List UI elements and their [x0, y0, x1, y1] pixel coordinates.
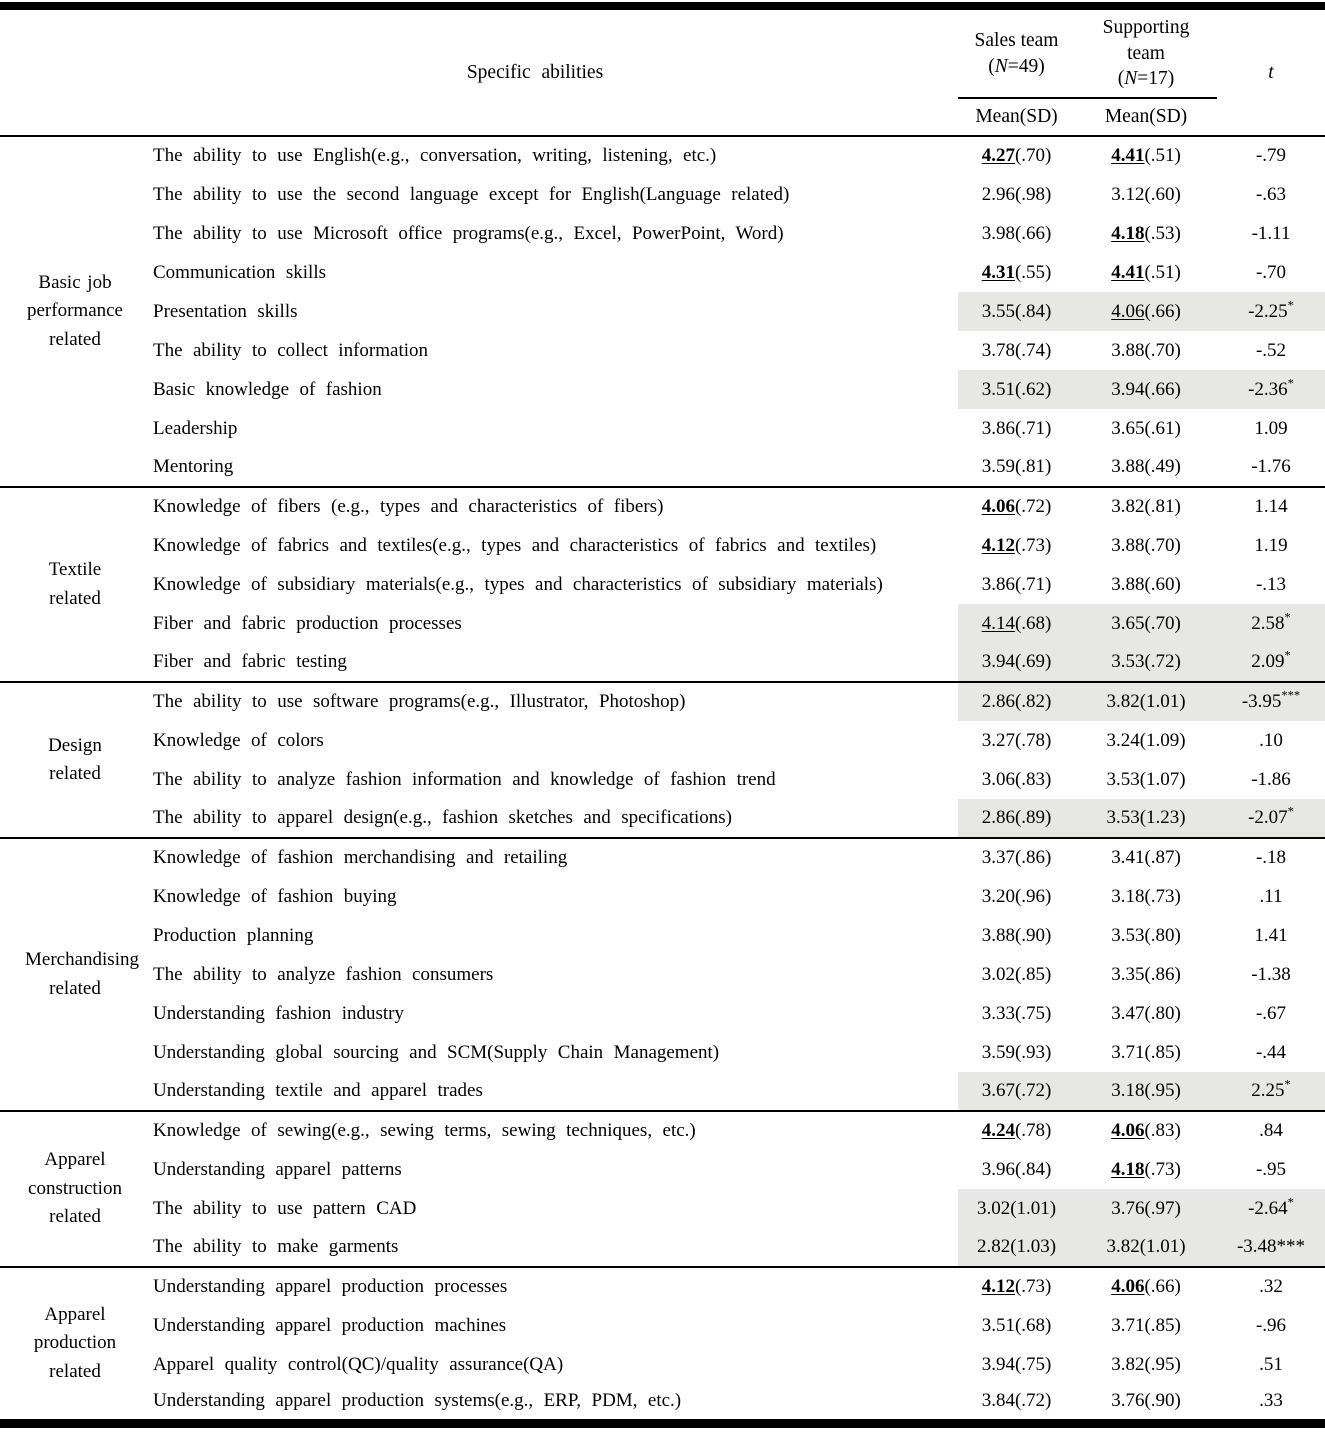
supporting-mean-cell: 3.88(.60) [1111, 573, 1181, 595]
column-header-sales-team [958, 6, 1075, 98]
sales-mean-cell: 3.96(.84) [981, 1158, 1052, 1180]
significance-stars: * [1287, 804, 1294, 819]
supporting-mean-cell: 3.82(.95) [1111, 1353, 1181, 1375]
ability-label: The ability to analyze fashion consumers [153, 963, 494, 985]
supporting-mean-cell: 3.65(.70) [1075, 604, 1217, 643]
mean-value: 4.41 [1111, 261, 1145, 283]
ability-label: Fiber and fabric testing [153, 651, 347, 672]
supporting-mean-cell: 3.94(.66) [1075, 370, 1217, 409]
t-value-cell: -.70 [1255, 261, 1287, 283]
mean-value: 4.06 [981, 496, 1015, 517]
mean-value: 3.51 [981, 378, 1015, 400]
mean-value: 3.98 [981, 222, 1015, 244]
sales-mean-cell: 3.88(.90) [981, 924, 1052, 946]
mean-value: 3.71 [1111, 1041, 1145, 1063]
sales-mean-cell: 2.96(.98) [981, 183, 1052, 205]
mean-value: 3.35 [1111, 963, 1145, 985]
t-value-cell: -.95 [1255, 1158, 1287, 1180]
mean-value: 4.31 [981, 261, 1015, 283]
table-row [0, 331, 1325, 370]
supporting-mean-cell: 4.06(.66) [1075, 1267, 1217, 1306]
table-row [0, 487, 1325, 526]
sales-mean-cell: 4.12(.73) [958, 1267, 1075, 1306]
t-value-cell: -1.11 [1251, 222, 1291, 244]
mean-value: 3.84 [981, 1390, 1015, 1412]
sales-team-n: (N=49) [988, 55, 1045, 77]
mean-value: 3.55 [981, 300, 1015, 322]
mean-value: 3.82 [1106, 1236, 1140, 1257]
mean-value: 2.86 [981, 691, 1015, 712]
supporting-mean-cell: 3.53(.72) [1075, 643, 1217, 682]
sales-mean-cell: 3.02(.85) [981, 963, 1052, 985]
supporting-mean-cell: 3.65(.61) [1111, 417, 1181, 439]
row-group-label: Basic job performance related [0, 136, 150, 487]
mean-value: 3.06 [981, 768, 1015, 790]
mean-value: 4.06 [1111, 1120, 1145, 1141]
mean-value: 3.82 [1111, 496, 1145, 517]
table-row [0, 292, 1325, 331]
mean-value: 2.82 [976, 1236, 1011, 1257]
mean-value: 3.53 [1106, 768, 1140, 790]
supporting-mean-cell: 3.12(.60) [1111, 183, 1181, 205]
column-header-supporting-team [1075, 6, 1217, 98]
sales-mean-cell: 3.37(.86) [958, 838, 1075, 877]
mean-value: 2.96 [981, 183, 1015, 205]
t-value-cell: .11 [1259, 885, 1283, 907]
ability-label: Understanding apparel production machines [153, 1314, 507, 1336]
mean-value: 4.41 [1111, 145, 1145, 166]
mean-value: 3.18 [1111, 1080, 1145, 1101]
mean-value: 4.06 [1111, 300, 1145, 322]
mean-value: 3.94 [981, 1353, 1015, 1375]
t-value-cell: -.18 [1217, 838, 1325, 877]
mean-value: 3.76 [1111, 1390, 1145, 1412]
mean-value: 3.88 [1111, 339, 1145, 361]
sales-mean-cell: 3.27(.78) [981, 729, 1052, 751]
abilities-comparison-table [0, 2, 1325, 1428]
supporting-mean-cell: 4.18(.53) [1111, 222, 1181, 244]
column-header-t: t [1217, 6, 1325, 136]
table-row [0, 1306, 1325, 1345]
mean-value: 3.33 [981, 1002, 1015, 1024]
t-value-cell: 1.14 [1217, 487, 1325, 526]
mean-value: 4.06 [1111, 1276, 1145, 1297]
significance-stars: * [1284, 648, 1291, 663]
significance-stars: * [1287, 1195, 1294, 1210]
t-value-cell: -.63 [1255, 183, 1287, 205]
table-row [0, 1033, 1325, 1072]
table-row [0, 916, 1325, 955]
t-value-cell: 1.09 [1254, 417, 1288, 439]
ability-label: Leadership [153, 417, 238, 439]
row-group-label: Textile related [0, 487, 150, 682]
t-value-cell: -2.36* [1217, 370, 1325, 409]
sales-mean-cell: 3.94(.75) [981, 1353, 1052, 1375]
mean-value: 4.18 [1111, 222, 1145, 244]
supporting-mean-cell: 3.24(1.09) [1106, 729, 1186, 751]
t-value-cell: -.44 [1255, 1041, 1287, 1063]
mean-value: 3.47 [1111, 1002, 1145, 1024]
t-value-cell: -1.38 [1251, 963, 1291, 985]
supporting-mean-cell: 3.47(.80) [1111, 1002, 1181, 1024]
table-row [0, 214, 1325, 253]
ability-label: Knowledge of fibers (e.g., types and characteristics of fibers) [150, 487, 958, 526]
sales-mean-cell: 4.27(.70) [958, 136, 1075, 175]
table-row [0, 175, 1325, 214]
mean-value: 3.65 [1111, 612, 1145, 634]
supporting-team-n: (N=17) [1117, 68, 1175, 90]
supporting-mean-cell: 4.06(.66) [1075, 292, 1217, 331]
t-value-cell: 1.19 [1254, 534, 1288, 556]
table-row [0, 1384, 1325, 1423]
sales-mean-cell: 4.06(.72) [958, 487, 1075, 526]
t-value-cell: .32 [1217, 1267, 1325, 1306]
ability-label: The ability to analyze fashion information and knowledge of fashion trend [153, 768, 776, 790]
table-row [0, 1267, 1325, 1306]
supporting-mean-cell: 4.41(.51) [1111, 261, 1181, 283]
mean-value: 3.94 [1111, 378, 1145, 400]
sales-mean-cell: 3.06(.83) [981, 768, 1052, 790]
sales-mean-cell: 4.14(.68) [958, 604, 1075, 643]
mean-sd-header-sales: Mean(SD) [958, 98, 1075, 136]
t-value-cell: -.96 [1255, 1314, 1287, 1336]
row-group-label: Design related [0, 682, 150, 838]
table-row [0, 409, 1325, 448]
mean-value: 4.27 [981, 145, 1015, 166]
t-value-cell: -1.86 [1251, 768, 1291, 790]
sales-mean-cell: 3.51(.68) [981, 1314, 1052, 1336]
t-value-cell: 1.41 [1254, 924, 1288, 946]
supporting-mean-cell: 3.18(.73) [1111, 885, 1181, 907]
mean-value: 4.14 [981, 612, 1015, 634]
table-row [0, 526, 1325, 565]
significance-stars: * [1284, 610, 1291, 625]
ability-label: The ability to use English(e.g., conversation, writing, listening, etc.) [150, 136, 958, 175]
t-value-cell: -.67 [1255, 1002, 1287, 1024]
ability-label: Understanding apparel production processes [150, 1267, 958, 1306]
mean-sd-header-supporting: Mean(SD) [1075, 98, 1217, 136]
significance-stars: *** [1281, 688, 1301, 703]
mean-value: 3.86 [981, 573, 1015, 595]
significance-stars: * [1284, 1077, 1291, 1092]
sales-mean-cell: 3.84(.72) [981, 1390, 1052, 1412]
mean-value: 3.67 [981, 1080, 1015, 1101]
mean-value: 3.02 [976, 1197, 1011, 1219]
supporting-mean-cell: 3.82(1.01) [1075, 682, 1217, 721]
t-value-cell: .10 [1259, 729, 1283, 751]
t-value-cell: 2.58* [1217, 604, 1325, 643]
ability-label: The ability to apparel design(e.g., fashion sketches and specifications) [153, 807, 733, 828]
supporting-team-name: Supporting team [1102, 16, 1190, 64]
mean-value: 3.82 [1111, 1353, 1145, 1375]
table-row [0, 1189, 1325, 1228]
mean-value: 4.24 [981, 1120, 1015, 1141]
supporting-mean-cell: 3.41(.87) [1075, 838, 1217, 877]
t-value-cell: -.52 [1255, 339, 1287, 361]
ability-label: Fiber and fabric production processes [153, 612, 462, 634]
ability-label: Knowledge of fashion merchandising and retailing [150, 838, 958, 877]
table-row [0, 253, 1325, 292]
t-value-cell: -1.76 [1251, 456, 1291, 477]
mean-value: 3.02 [981, 963, 1015, 985]
table-row [0, 721, 1325, 760]
significance-stars: * [1287, 298, 1294, 313]
t-value-cell: -2.64* [1217, 1189, 1325, 1228]
supporting-mean-cell: 3.53(.80) [1111, 924, 1181, 946]
ability-label: Knowledge of fashion buying [153, 885, 397, 907]
row-group-label: Merchandising related [0, 838, 150, 1111]
sales-mean-cell: 3.59(.81) [981, 456, 1052, 477]
mean-value: 3.53 [1111, 651, 1145, 672]
t-value-cell: 2.25* [1217, 1072, 1325, 1111]
supporting-mean-cell: 3.88(.70) [1111, 339, 1181, 361]
sales-mean-cell: 2.82(1.03) [958, 1228, 1075, 1267]
table-row [0, 1345, 1325, 1384]
ability-label: Apparel quality control(QC)/quality assurance(QA) [153, 1353, 564, 1375]
mean-value: 3.18 [1111, 885, 1145, 907]
sales-mean-cell: 4.31(.55) [981, 261, 1052, 283]
sales-mean-cell: 2.86(.89) [958, 799, 1075, 838]
supporting-mean-cell: 3.71(.85) [1111, 1314, 1181, 1336]
ability-label: Understanding fashion industry [153, 1002, 404, 1024]
row-group-label: Apparel production related [0, 1267, 150, 1423]
supporting-mean-cell: 3.76(.90) [1111, 1390, 1181, 1412]
ability-label: Knowledge of sewing(e.g., sewing terms, sewing techniques, etc.) [150, 1111, 958, 1150]
mean-value: 3.59 [981, 456, 1015, 477]
ability-label: The ability to use Microsoft office programs(e.g., Excel, PowerPoint, Word) [153, 222, 784, 244]
ability-label: Presentation skills [153, 300, 298, 322]
sales-mean-cell: 4.24(.78) [958, 1111, 1075, 1150]
supporting-mean-cell: 3.76(.97) [1075, 1189, 1217, 1228]
table-row [0, 1111, 1325, 1150]
sales-mean-cell: 3.86(.71) [981, 417, 1052, 439]
table-header [0, 6, 1325, 136]
table-row [0, 760, 1325, 799]
sales-mean-cell: 2.86(.82) [958, 682, 1075, 721]
table-row [0, 604, 1325, 643]
mean-value: 3.51 [981, 1314, 1015, 1336]
mean-value: 3.53 [1111, 924, 1145, 946]
significance-stars: * [1287, 376, 1294, 391]
mean-value: 3.24 [1106, 729, 1140, 751]
mean-value: 3.76 [1111, 1197, 1145, 1219]
supporting-mean-cell: 3.35(.86) [1111, 963, 1181, 985]
supporting-mean-cell: 3.53(1.07) [1106, 768, 1186, 790]
t-value-cell: -3.95*** [1217, 682, 1325, 721]
table-row [0, 370, 1325, 409]
t-value-cell: -2.07* [1217, 799, 1325, 838]
table-row [0, 448, 1325, 487]
mean-value: 3.96 [981, 1158, 1015, 1180]
t-value-cell: .84 [1217, 1111, 1325, 1150]
sales-mean-cell: 3.51(.62) [958, 370, 1075, 409]
table-row [0, 838, 1325, 877]
row-group-label: Apparel construction related [0, 1111, 150, 1267]
supporting-mean-cell: 3.53(1.23) [1075, 799, 1217, 838]
sales-mean-cell: 3.59(.93) [981, 1041, 1052, 1063]
table-row [0, 1150, 1325, 1189]
table-row [0, 643, 1325, 682]
mean-value: 3.88 [1111, 456, 1145, 477]
table-row [0, 1072, 1325, 1111]
mean-value: 3.86 [981, 417, 1015, 439]
sales-mean-cell: 3.94(.69) [958, 643, 1075, 682]
mean-value: 4.12 [981, 534, 1015, 556]
ability-label: Mentoring [153, 456, 234, 477]
ability-label: Production planning [153, 924, 314, 946]
table-body [0, 136, 1325, 1423]
supporting-mean-cell: 4.41(.51) [1075, 136, 1217, 175]
header-row-main [0, 6, 1325, 98]
mean-value: 3.71 [1111, 1314, 1145, 1336]
t-value-cell: .51 [1259, 1353, 1283, 1375]
supporting-mean-cell: 3.88(.70) [1111, 534, 1181, 556]
mean-value: 3.78 [981, 339, 1015, 361]
table-row [0, 799, 1325, 838]
mean-value: 3.12 [1111, 183, 1145, 205]
supporting-mean-cell: 3.18(.95) [1075, 1072, 1217, 1111]
sales-mean-cell: 3.86(.71) [981, 573, 1052, 595]
supporting-mean-cell: 3.71(.85) [1111, 1041, 1181, 1063]
table-row [0, 877, 1325, 916]
t-value-cell: -.13 [1255, 573, 1287, 595]
sales-mean-cell: 3.67(.72) [958, 1072, 1075, 1111]
t-value-cell: -.79 [1217, 136, 1325, 175]
column-header-specific-abilities: Specific abilities [0, 6, 958, 136]
supporting-mean-cell: 3.82(1.01) [1075, 1228, 1217, 1267]
ability-label: Understanding textile and apparel trades [153, 1080, 483, 1101]
sales-mean-cell: 3.33(.75) [981, 1002, 1052, 1024]
ability-label: Knowledge of subsidiary materials(e.g., types and characteristics of subsidiary materials) [153, 573, 883, 595]
t-value-cell: 2.09* [1217, 643, 1325, 682]
ability-label: Understanding global sourcing and SCM(Supply Chain Management) [153, 1041, 720, 1063]
table-row [0, 565, 1325, 604]
supporting-mean-cell: 4.06(.83) [1075, 1111, 1217, 1150]
sales-mean-cell: 3.55(.84) [958, 292, 1075, 331]
mean-value: 3.65 [1111, 417, 1145, 439]
ability-label: Understanding apparel patterns [153, 1158, 402, 1180]
mean-value: 4.18 [1111, 1158, 1145, 1180]
ability-label: Basic knowledge of fashion [153, 378, 382, 400]
mean-value: 3.27 [981, 729, 1015, 751]
table-row [0, 682, 1325, 721]
table-row [0, 1228, 1325, 1267]
mean-value: 2.86 [981, 807, 1015, 828]
ability-label: Understanding apparel production systems(e.g., ERP, PDM, etc.) [153, 1390, 682, 1412]
supporting-mean-cell: 4.18(.73) [1111, 1158, 1181, 1180]
ability-label: Knowledge of colors [153, 729, 324, 751]
ability-label: Communication skills [153, 261, 327, 283]
mean-value: 3.88 [1111, 573, 1145, 595]
supporting-mean-cell: 3.88(.49) [1111, 456, 1181, 477]
mean-value: 3.88 [1111, 534, 1145, 556]
ability-label: Knowledge of fabrics and textiles(e.g., types and characteristics of fabrics and textiles) [153, 534, 877, 556]
mean-value: 4.12 [981, 1276, 1015, 1297]
mean-value: 3.53 [1106, 807, 1140, 828]
ability-label: The ability to use the second language except for English(Language related) [153, 183, 790, 205]
t-value-cell: -2.25* [1217, 292, 1325, 331]
table-row [0, 994, 1325, 1033]
sales-mean-cell: 4.12(.73) [981, 534, 1052, 556]
ability-label: The ability to use pattern CAD [153, 1197, 417, 1219]
mean-value: 3.82 [1106, 691, 1140, 712]
table-row [0, 955, 1325, 994]
sales-mean-cell: 3.78(.74) [981, 339, 1052, 361]
mean-value: 3.41 [1111, 847, 1145, 868]
sales-mean-cell: 3.20(.96) [981, 885, 1052, 907]
sales-team-name: Sales team [974, 29, 1059, 51]
ability-label: The ability to collect information [153, 339, 429, 361]
sales-mean-cell: 3.02(1.01) [958, 1189, 1075, 1228]
mean-value: 3.88 [981, 924, 1015, 946]
table-row [0, 136, 1325, 175]
ability-label: The ability to make garments [153, 1236, 399, 1257]
sales-mean-cell: 3.98(.66) [981, 222, 1052, 244]
t-value-cell: .33 [1259, 1390, 1283, 1412]
mean-value: 3.94 [981, 651, 1015, 672]
ability-label: The ability to use software programs(e.g., Illustrator, Photoshop) [150, 682, 958, 721]
supporting-mean-cell: 3.82(.81) [1075, 487, 1217, 526]
mean-value: 3.37 [981, 847, 1015, 868]
mean-value: 3.20 [981, 885, 1015, 907]
t-value-cell: -3.48*** [1217, 1228, 1325, 1267]
mean-value: 3.59 [981, 1041, 1015, 1063]
